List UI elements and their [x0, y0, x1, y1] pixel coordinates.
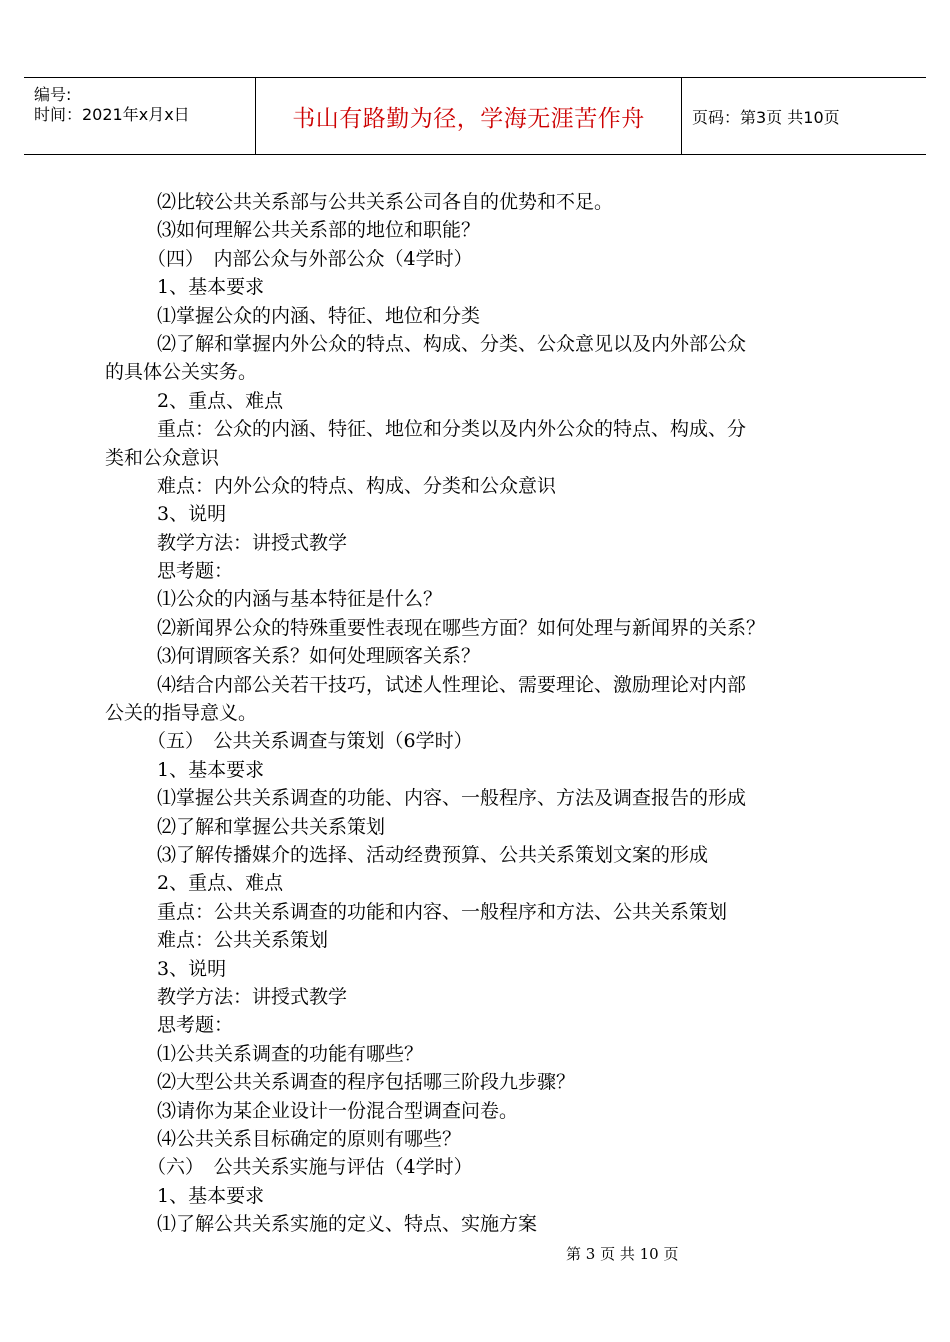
- document-number-label: 编号:: [34, 85, 72, 104]
- body-line: 1、基本要求: [157, 758, 265, 781]
- body-line: 类和公众意识: [105, 446, 220, 469]
- body-line: 思考题：: [157, 1014, 234, 1037]
- body-line: （五） 公共关系调查与策划（6学时）: [147, 730, 473, 753]
- body-line: 公关的指导意义。: [105, 702, 258, 725]
- body-line: （四） 内部公众与外部公众（4学时）: [147, 247, 473, 270]
- motto-text: 书山有路勤为径，学海无涯苦作舟: [292, 106, 645, 132]
- body-line: 的具体公关实务。: [105, 361, 258, 384]
- body-line: ⑶请你为某企业设计一份混合型调查问卷。: [157, 1099, 519, 1122]
- header-page-cell: [682, 78, 926, 155]
- body-line: ⑴掌握公共关系调查的功能、内容、一般程序、方法及调查报告的形成: [157, 787, 747, 810]
- body-line: ⑷结合内部公关若干技巧，试述人性理论、需要理论、激励理论对内部: [157, 673, 747, 696]
- body-line: ⑶了解传播媒介的选择、活动经费预算、公共关系策划文案的形成: [157, 843, 709, 866]
- body-line: 难点：内外公众的特点、构成、分类和公众意识: [157, 474, 557, 497]
- body-line: ⑶何谓顾客关系？如何处理顾客关系？: [157, 645, 481, 668]
- header-meta-cell: [24, 78, 255, 155]
- body-line: 重点：公众的内涵、特征、地位和分类以及内外公众的特点、构成、分: [157, 418, 747, 441]
- page-footer: 第 3 页 共 10 页: [566, 1245, 679, 1263]
- body-line: ⑷公共关系目标确定的原则有哪些？: [157, 1127, 462, 1150]
- body-line: 教学方法：讲授式教学: [157, 985, 348, 1008]
- body-line: 3、说明: [157, 957, 227, 980]
- document-header: [24, 77, 926, 155]
- body-line: 1、基本要求: [157, 1184, 265, 1207]
- body-line: 重点：公共关系调查的功能和内容、一般程序和方法、公共关系策划: [157, 900, 728, 923]
- document-date-label: 时间：2021年x月x日: [34, 105, 190, 124]
- body-line: ⑵大型公共关系调查的程序包括哪三阶段九步骤？: [157, 1071, 576, 1094]
- body-line: ⑵了解和掌握内外公众的特点、构成、分类、公众意见以及内外部公众: [157, 332, 747, 355]
- body-line: 教学方法：讲授式教学: [157, 531, 348, 554]
- body-line: ⑴公众的内涵与基本特征是什么？: [157, 588, 443, 611]
- document-body: [105, 188, 865, 1238]
- body-line: ⑵了解和掌握公共关系策划: [157, 815, 386, 838]
- body-line: 难点：公共关系策划: [157, 929, 329, 952]
- body-line: ⑵比较公共关系部与公共关系公司各自的优势和不足。: [157, 191, 614, 213]
- page-indicator: 页码：第3页 共10页: [692, 108, 840, 127]
- body-line: ⑴了解公共关系实施的定义、特点、实施方案: [157, 1213, 538, 1236]
- body-line: 2、重点、难点: [157, 389, 284, 412]
- body-line: ⑴掌握公众的内涵、特征、地位和分类: [157, 304, 481, 327]
- body-line: 1、基本要求: [157, 276, 265, 299]
- body-line: 3、说明: [157, 503, 227, 526]
- body-line: 2、重点、难点: [157, 872, 284, 895]
- body-line: 思考题：: [157, 560, 234, 583]
- header-motto-cell: [255, 78, 682, 155]
- body-line: ⑴公共关系调查的功能有哪些？: [157, 1042, 424, 1065]
- body-line: （六） 公共关系实施与评估（4学时）: [147, 1156, 473, 1179]
- body-line: ⑶如何理解公共关系部的地位和职能？: [157, 219, 481, 242]
- body-line: ⑵新闻界公众的特殊重要性表现在哪些方面？如何处理与新闻界的关系？: [157, 616, 766, 639]
